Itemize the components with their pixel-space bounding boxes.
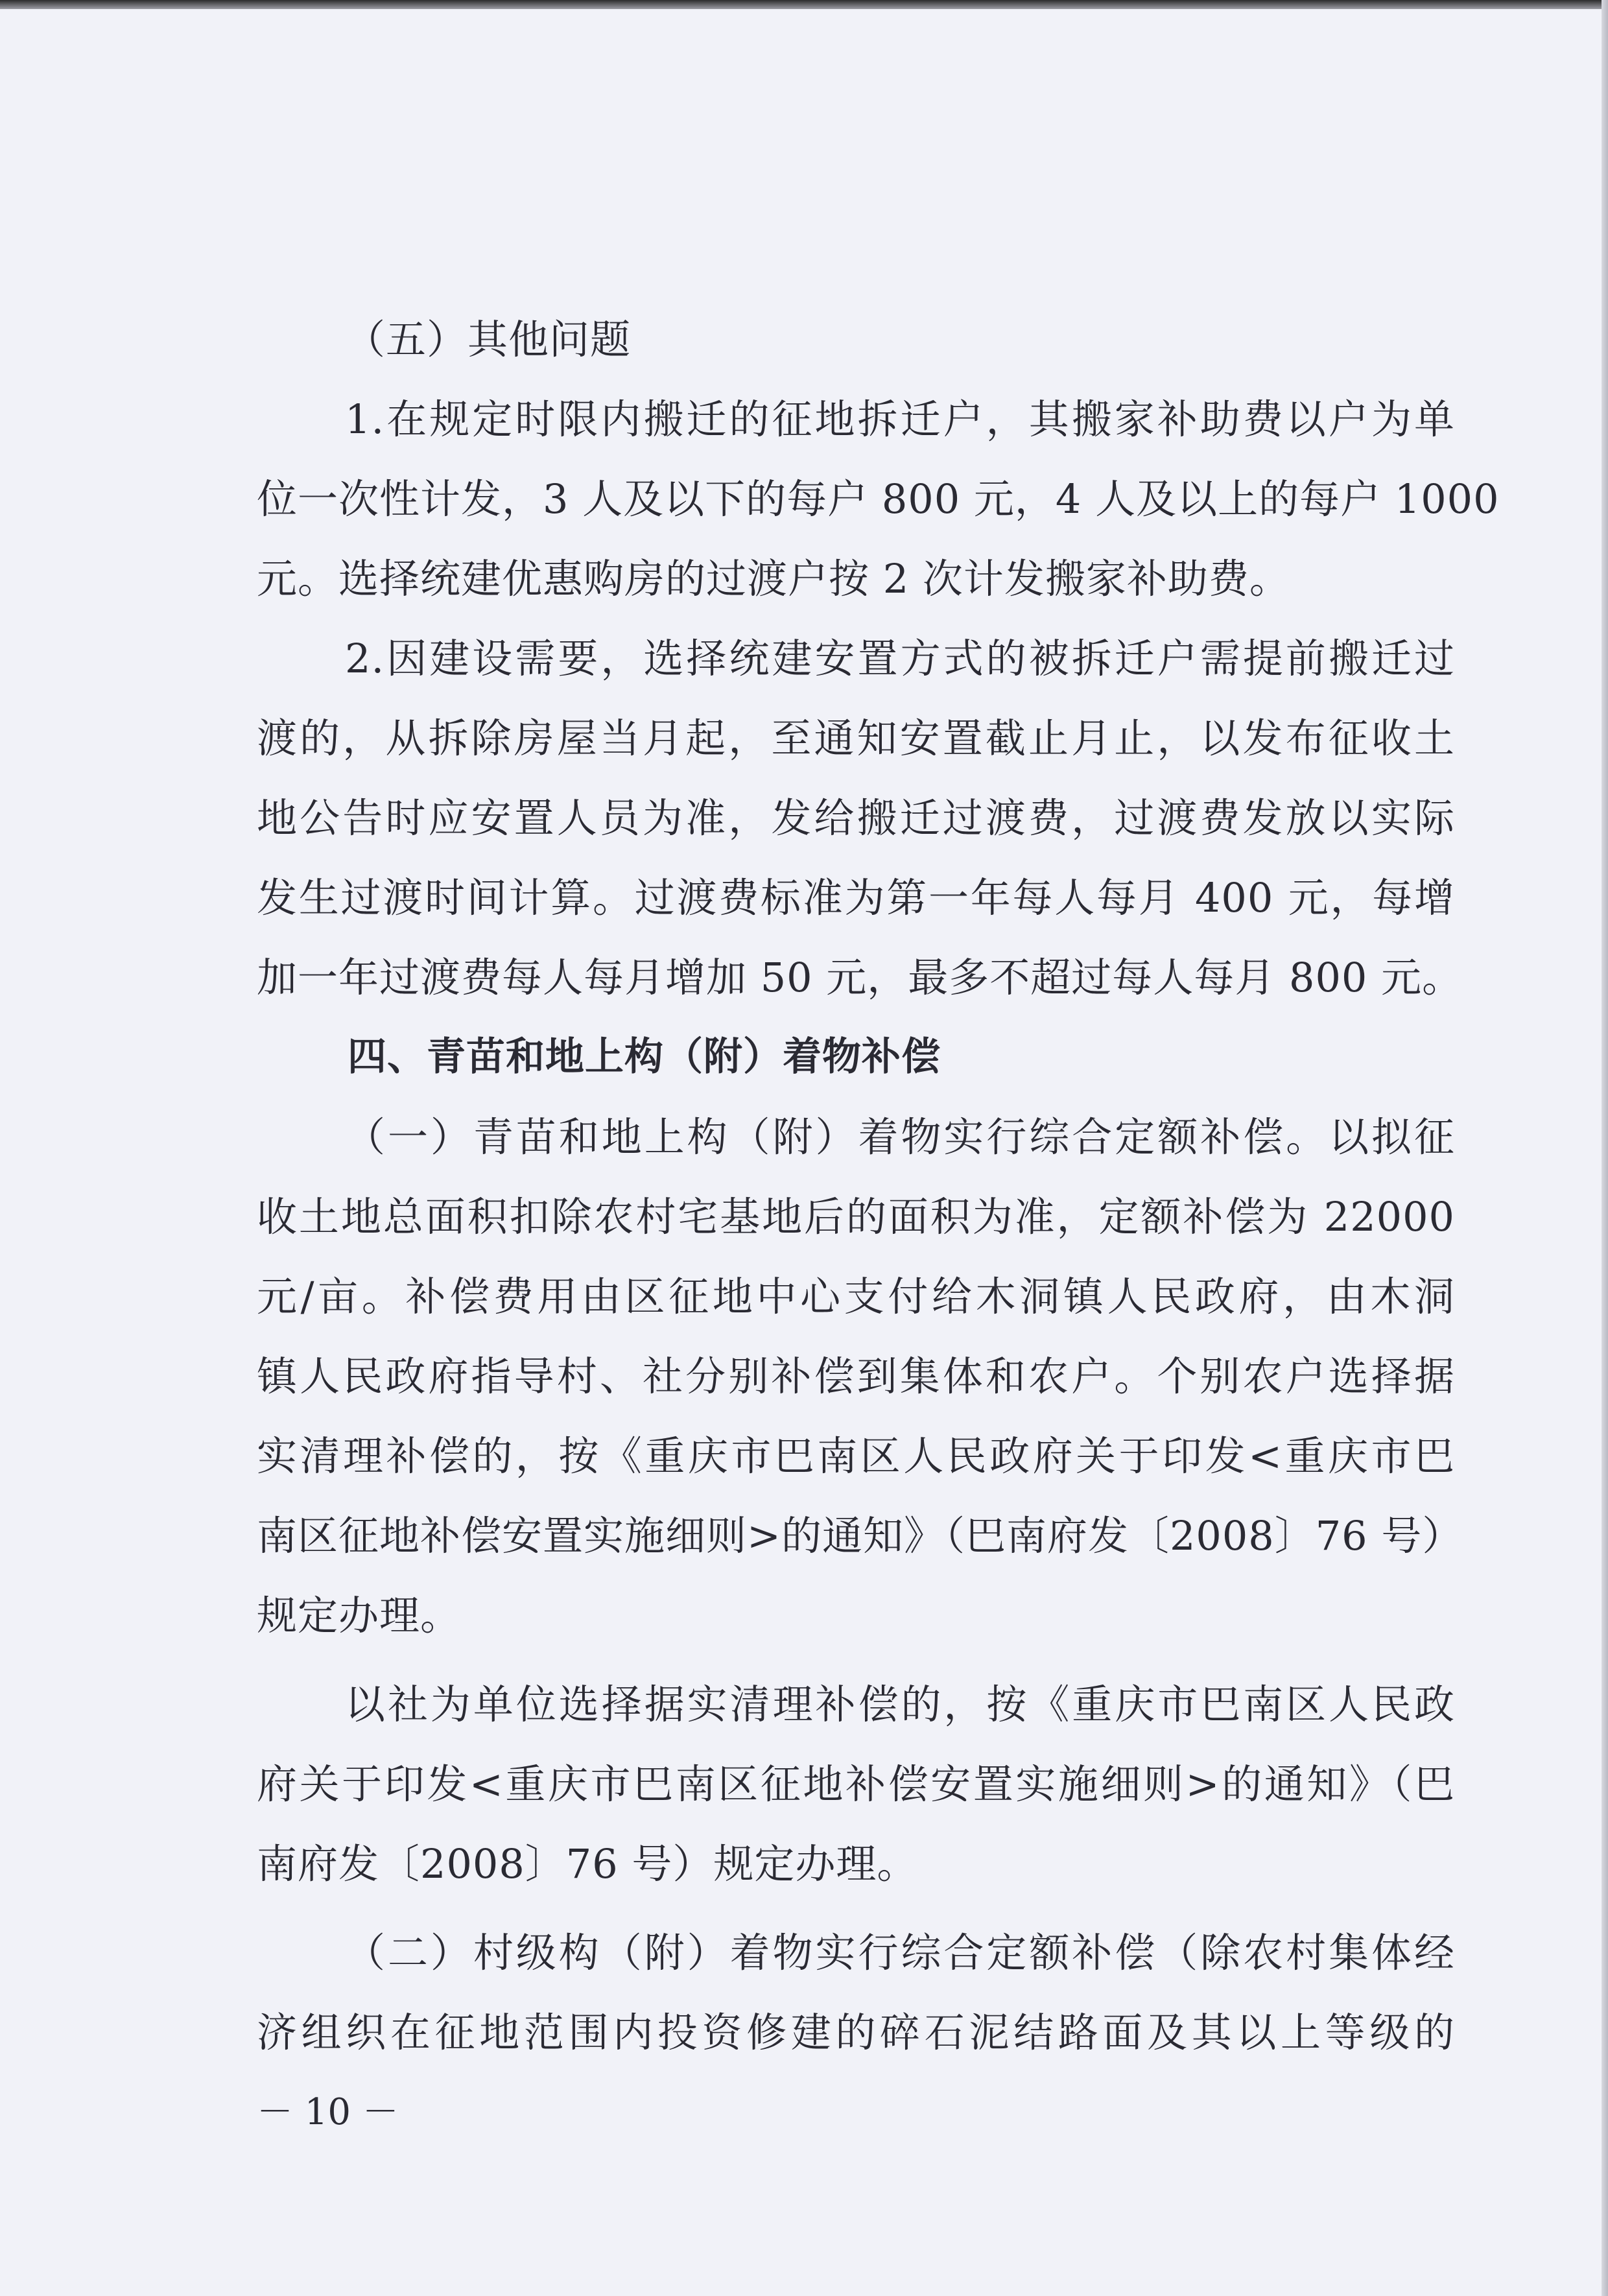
paragraph-line: （二）村级构（附）着物实行综合定额补偿（除农村集体经: [345, 1929, 1455, 1976]
paragraph-line: 位一次性计发，3 人及以下的每户 800 元，4 人及以上的每户 1000: [257, 475, 1500, 523]
section-heading-compensation: 四、青苗和地上构（附）着物补偿: [348, 1034, 941, 1080]
paragraph-line: 济组织在征地范围内投资修建的碎石泥结路面及其以上等级的: [257, 2009, 1455, 2056]
scan-top-edge: [0, 0, 1608, 9]
paragraph-line: 南区征地补偿安置实施细则>的通知》（巴南府发〔2008〕76 号）: [257, 1512, 1463, 1559]
paragraph-line: 1.在规定时限内搬迁的征地拆迁户，其搬家补助费以户为单: [345, 396, 1455, 443]
page-number: － 10 －: [257, 2091, 399, 2133]
paragraph-line: 实清理补偿的，按《重庆市巴南区人民政府关于印发<重庆市巴: [257, 1432, 1455, 1480]
paragraph-line: 府关于印发<重庆市巴南区征地补偿安置实施细则>的通知》（巴: [257, 1760, 1455, 1808]
paragraph-line: 规定办理。: [257, 1592, 462, 1639]
scan-right-edge: [1602, 0, 1608, 2296]
paragraph-line: 渡的，从拆除房屋当月起，至通知安置截止月止，以发布征收土: [257, 715, 1455, 762]
paragraph-gap: [257, 1655, 1455, 1664]
paragraph-line: 加一年过渡费每人每月增加 50 元，最多不超过每人每月 800 元。: [257, 954, 1463, 1001]
paragraph-line: 以社为单位选择据实清理补偿的，按《重庆市巴南区人民政: [345, 1681, 1455, 1728]
paragraph-line: 发生过渡时间计算。过渡费标准为第一年每人每月 400 元，每增: [257, 874, 1455, 921]
paragraph-line: 南府发〔2008〕76 号）规定办理。: [257, 1840, 918, 1888]
paragraph-line: 元。选择统建优惠购房的过渡户按 2 次计发搬家补助费。: [257, 555, 1290, 602]
paragraph-line: 元/亩。补偿费用由区征地中心支付给木洞镇人民政府，由木洞: [257, 1273, 1455, 1320]
paragraph-line: 收土地总面积扣除农村宅基地后的面积为准，定额补偿为 22000: [257, 1193, 1455, 1240]
paragraph-line: 2.因建设需要，选择统建安置方式的被拆迁户需提前搬迁过: [345, 635, 1455, 682]
paragraph-line: 镇人民政府指导村、社分别补偿到集体和农户。个别农户选择据: [257, 1353, 1455, 1400]
section-heading-other-issues: （五）其他问题: [345, 316, 632, 363]
paragraph-line: 地公告时应安置人员为准，发给搬迁过渡费，过渡费发放以实际: [257, 794, 1455, 842]
paragraph-line: （一）青苗和地上构（附）着物实行综合定额补偿。以拟征: [345, 1113, 1455, 1161]
paragraph-gap: [257, 1904, 1455, 1913]
document-body: [257, 300, 1500, 2072]
